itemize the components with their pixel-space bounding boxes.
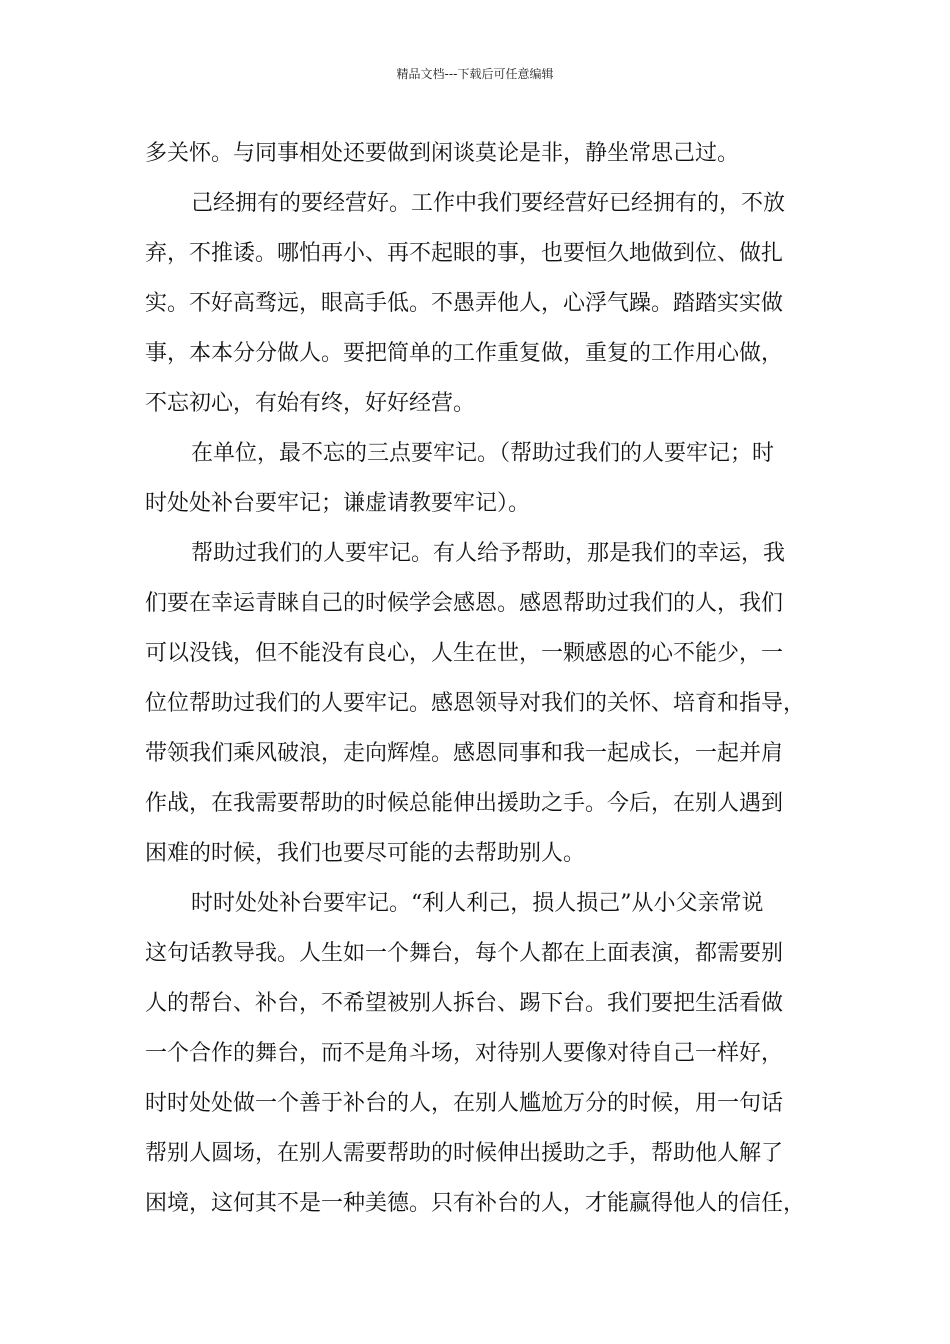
text-line: 多关怀。与同事相处还要做到闲谈莫论是非，静坐常思己过。 xyxy=(145,141,740,166)
text-line: 己经拥有的要经营好。工作中我们要经营好已经拥有的，不放 xyxy=(191,191,786,216)
page-header: 精品文档---下载后可任意编辑 xyxy=(396,67,554,81)
text-line: 困境，这何其不是一种美德。只有补台的人，才能赢得他人的信任， xyxy=(145,1191,806,1216)
text-line: 困难的时候，我们也要尽可能的去帮助别人。 xyxy=(145,841,586,866)
text-line: 实。不好高骛远，眼高手低。不愚弄他人，心浮气躁。踏踏实实做 xyxy=(145,291,784,316)
text-line: 时处处补台要牢记；谦虚请教要牢记）。 xyxy=(145,491,531,516)
text-line: 时时处处补台要牢记。“利人利己，损人损己”从小父亲常说 xyxy=(191,891,764,916)
text-line: 这句话教导我。人生如一个舞台，每个人都在上面表演，都需要别 xyxy=(145,941,784,966)
text-line: 在单位，最不忘的三点要牢记。（帮助过我们的人要牢记；时 xyxy=(191,441,775,466)
text-line: 弃，不推诿。哪怕再小、再不起眼的事，也要恒久地做到位、做扎 xyxy=(145,241,784,266)
document-body xyxy=(145,129,825,1229)
text-line: 事，本本分分做人。要把简单的工作重复做，重复的工作用心做， xyxy=(145,341,784,366)
text-line: 时时处处做一个善于补台的人，在别人尴尬万分的时候，用一句话 xyxy=(145,1091,784,1116)
text-line: 可以没钱，但不能没有良心，人生在世，一颗感恩的心不能少，一 xyxy=(145,641,784,666)
text-line: 人的帮台、补台，不希望被别人拆台、踢下台。我们要把生活看做 xyxy=(145,991,784,1016)
text-line: 一个合作的舞台，而不是角斗场，对待别人要像对待自己一样好， xyxy=(145,1041,784,1066)
text-line: 带领我们乘风破浪，走向辉煌。感恩同事和我一起成长，一起并肩 xyxy=(145,741,784,766)
text-line: 作战，在我需要帮助的时候总能伸出援助之手。今后，在别人遇到 xyxy=(145,791,784,816)
text-line: 位位帮助过我们的人要牢记。感恩领导对我们的关怀、培育和指导， xyxy=(145,691,806,716)
text-line: 帮别人圆场，在别人需要帮助的时候伸出援助之手，帮助他人解了 xyxy=(145,1141,784,1166)
text-line: 不忘初心，有始有终，好好经营。 xyxy=(145,391,476,416)
text-line: 们要在幸运青睐自己的时候学会感恩。感恩帮助过我们的人，我们 xyxy=(145,591,784,616)
text-line: 帮助过我们的人要牢记。有人给予帮助，那是我们的幸运，我 xyxy=(191,541,786,566)
